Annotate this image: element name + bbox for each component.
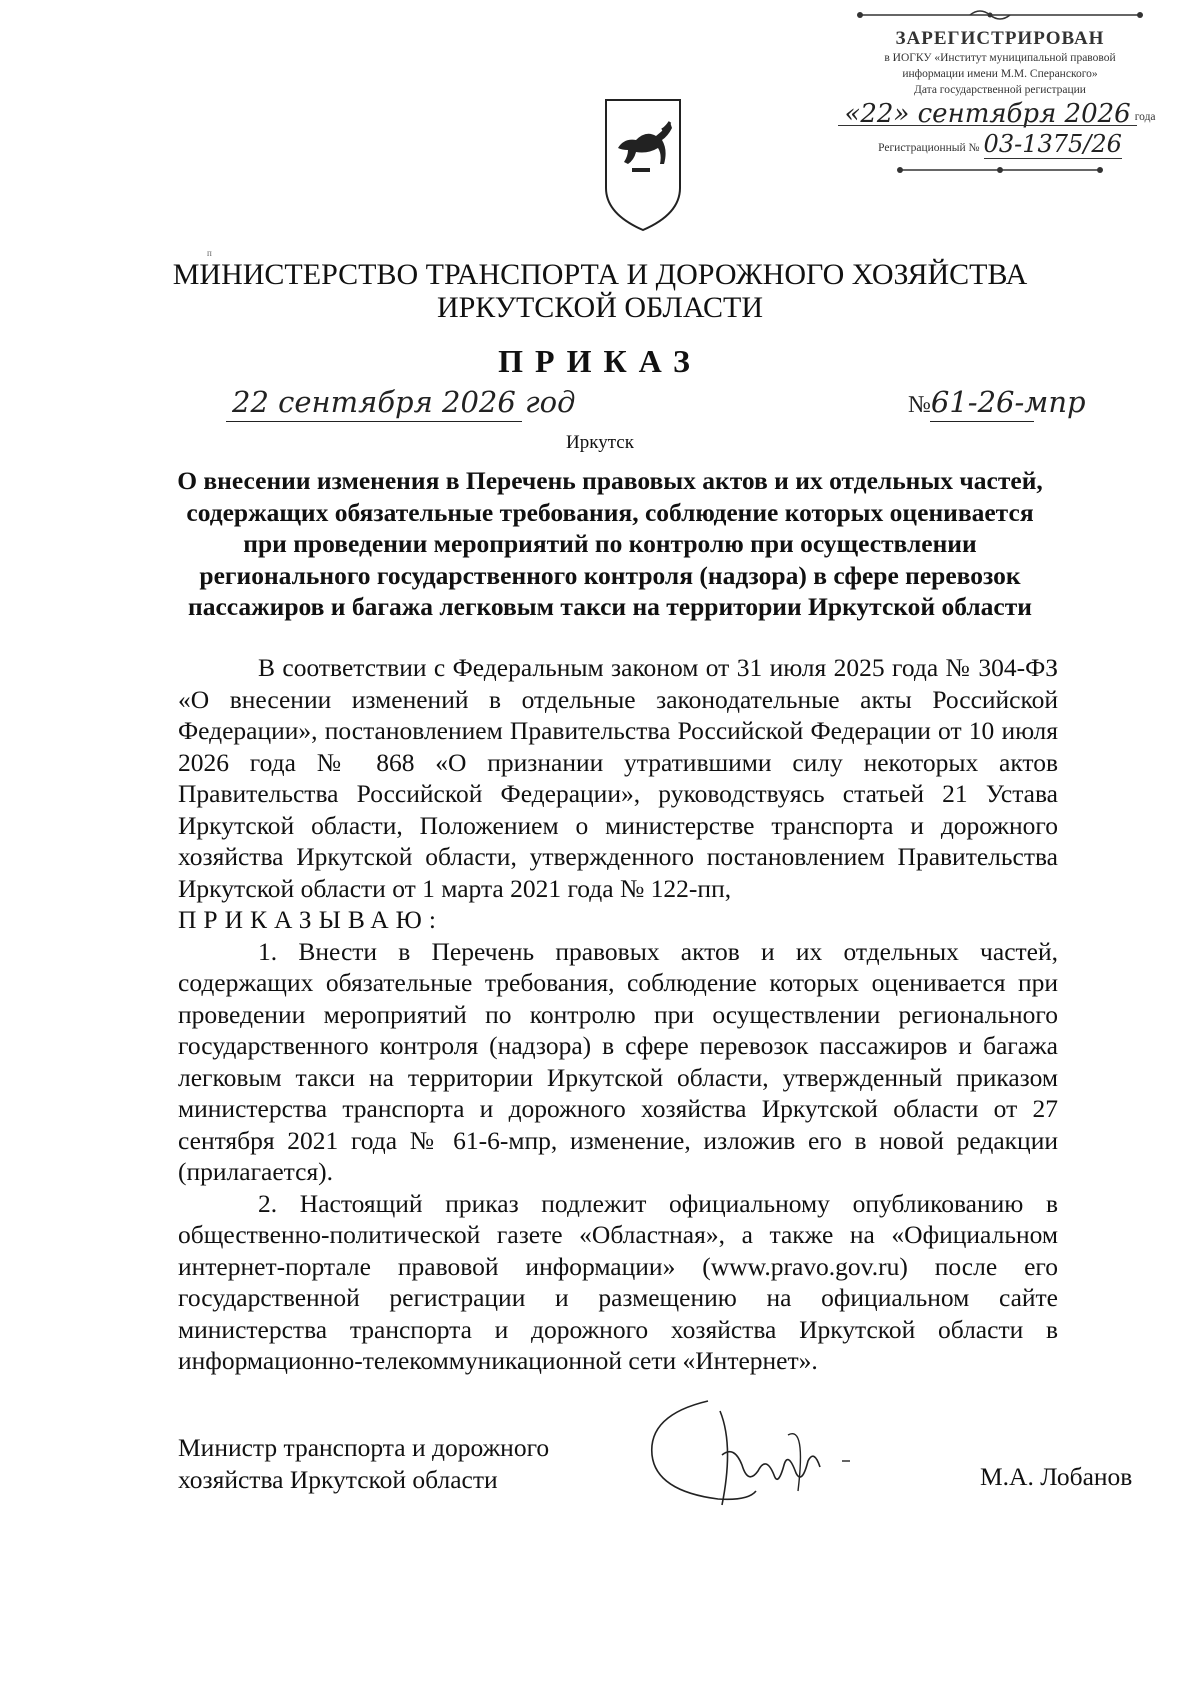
date-underline xyxy=(226,421,522,422)
stamp-ornament-top-icon xyxy=(850,8,1150,22)
title-line: при проведении мероприятий по контролю при осуществлении xyxy=(243,529,977,558)
stamp-ornament-bottom-icon xyxy=(890,163,1110,177)
stamp-reg-number-handwritten: 03-1375/26 xyxy=(983,130,1122,158)
order-number-prefix: № xyxy=(908,392,931,418)
title-line: содержащих обязательные требования, соблюдение которых оценивается xyxy=(186,497,1034,527)
ministry-name xyxy=(0,258,1200,324)
city: Иркутск xyxy=(566,432,634,453)
number-underline xyxy=(930,421,1034,422)
document-title xyxy=(175,465,1045,623)
stamp-line-3: Дата государственной регистрации xyxy=(914,84,1086,96)
title-line: регионального государственного контроля (надзора) в сфере перевозок xyxy=(199,560,1021,590)
document-body xyxy=(178,652,1058,1377)
registration-stamp xyxy=(820,8,1180,177)
title-line: пассажиров и багажа легковым такси на территории Иркутской области xyxy=(188,592,1032,621)
item-2-paragraph: 2. Настоящий приказ подлежит официальному опубликованию в общественно-политической газете «Областная», а также на «Официальном интернет-портале правовой информации» (www.pravo.gov.ru) после его государственной регистрации и размещению на официальном сайте министерства транспорта и дорожного хозяйства Иркутской области в информационно-телекоммуникационной сети «Интернет». xyxy=(178,1188,1058,1375)
signatory-position xyxy=(178,1432,549,1495)
stamp-regnum-row xyxy=(820,130,1180,159)
stamp-year-suffix: года xyxy=(1134,111,1156,123)
title-line: О внесении изменения в Перечень правовых актов и их отдельных частей, xyxy=(177,466,1043,495)
ministry-line-2: ИРКУТСКОЙ ОБЛАСТИ xyxy=(436,291,764,324)
stamp-date-row xyxy=(820,100,1180,128)
order-heading: ПРИКАЗ xyxy=(498,343,702,379)
order-date-handwritten: 22 сентября 2026 год xyxy=(232,385,576,419)
coat-of-arms-icon xyxy=(602,96,684,234)
order-number-handwritten: 61-26-мпр xyxy=(930,385,1086,419)
stamp-title: ЗАРЕГИСТРИРОВАН xyxy=(895,28,1105,49)
prikazyvayu-heading: ПРИКАЗЫВАЮ: xyxy=(178,905,443,934)
signatory-name: М.А. Лобанов xyxy=(980,1462,1133,1491)
order-number xyxy=(908,385,1086,419)
stamp-line-2: информации имени М.М. Сперанского» xyxy=(902,68,1098,80)
signatory-position-line-2: хозяйства Иркутской области xyxy=(178,1464,498,1494)
preamble-paragraph: В соответствии с Федеральным законом от 31 июля 2025 года № 304-ФЗ «О внесении изменений в отдельные законодательные акты Российской Федерации», постановлением Правительства Российской Федерации от 10 июля 2026 года № 868 «О признании утратившими силу некоторых актов Правительства Российской Федерации», руководствуясь статьей 21 Устава Иркутской области, Положением о министерстве транспорта и дорожного хозяйства Иркутской области, утвержденного постановлением Правительства Иркутской области от 1 марта 2021 года № 122-пп, xyxy=(178,653,1058,903)
pencil-mark: п xyxy=(207,248,212,258)
stamp-date-handwritten: «22» сентября 2026 xyxy=(844,99,1131,129)
stamp-line-1: в ИОГКУ «Институт муниципальной правовой xyxy=(884,52,1116,64)
signatory-position-line-1: Министр транспорта и дорожного xyxy=(178,1433,550,1462)
ministry-line-1: МИНИСТЕРСТВО ТРАНСПОРТА И ДОРОЖНОГО ХОЗЯЙСТВА xyxy=(172,258,1028,291)
item-1-paragraph: 1. Внести в Перечень правовых актов и их отдельных частей, содержащих обязательные требования, соблюдение которых оценивается при проведении мероприятий по контролю при осуществлении регионального государственного контроля (надзора) в сфере перевозок пассажиров и багажа легковым такси на территории Иркутской области, утвержденный приказом министерства транспорта и дорожного хозяйства Иркутской области от 27 сентября 2021 года № 61-6-мпр, изменение, изложив его в новой редакции (прилагается). xyxy=(178,936,1058,1186)
handwritten-signature-icon xyxy=(638,1395,868,1515)
stamp-reg-label: Регистрационный № xyxy=(878,142,980,154)
